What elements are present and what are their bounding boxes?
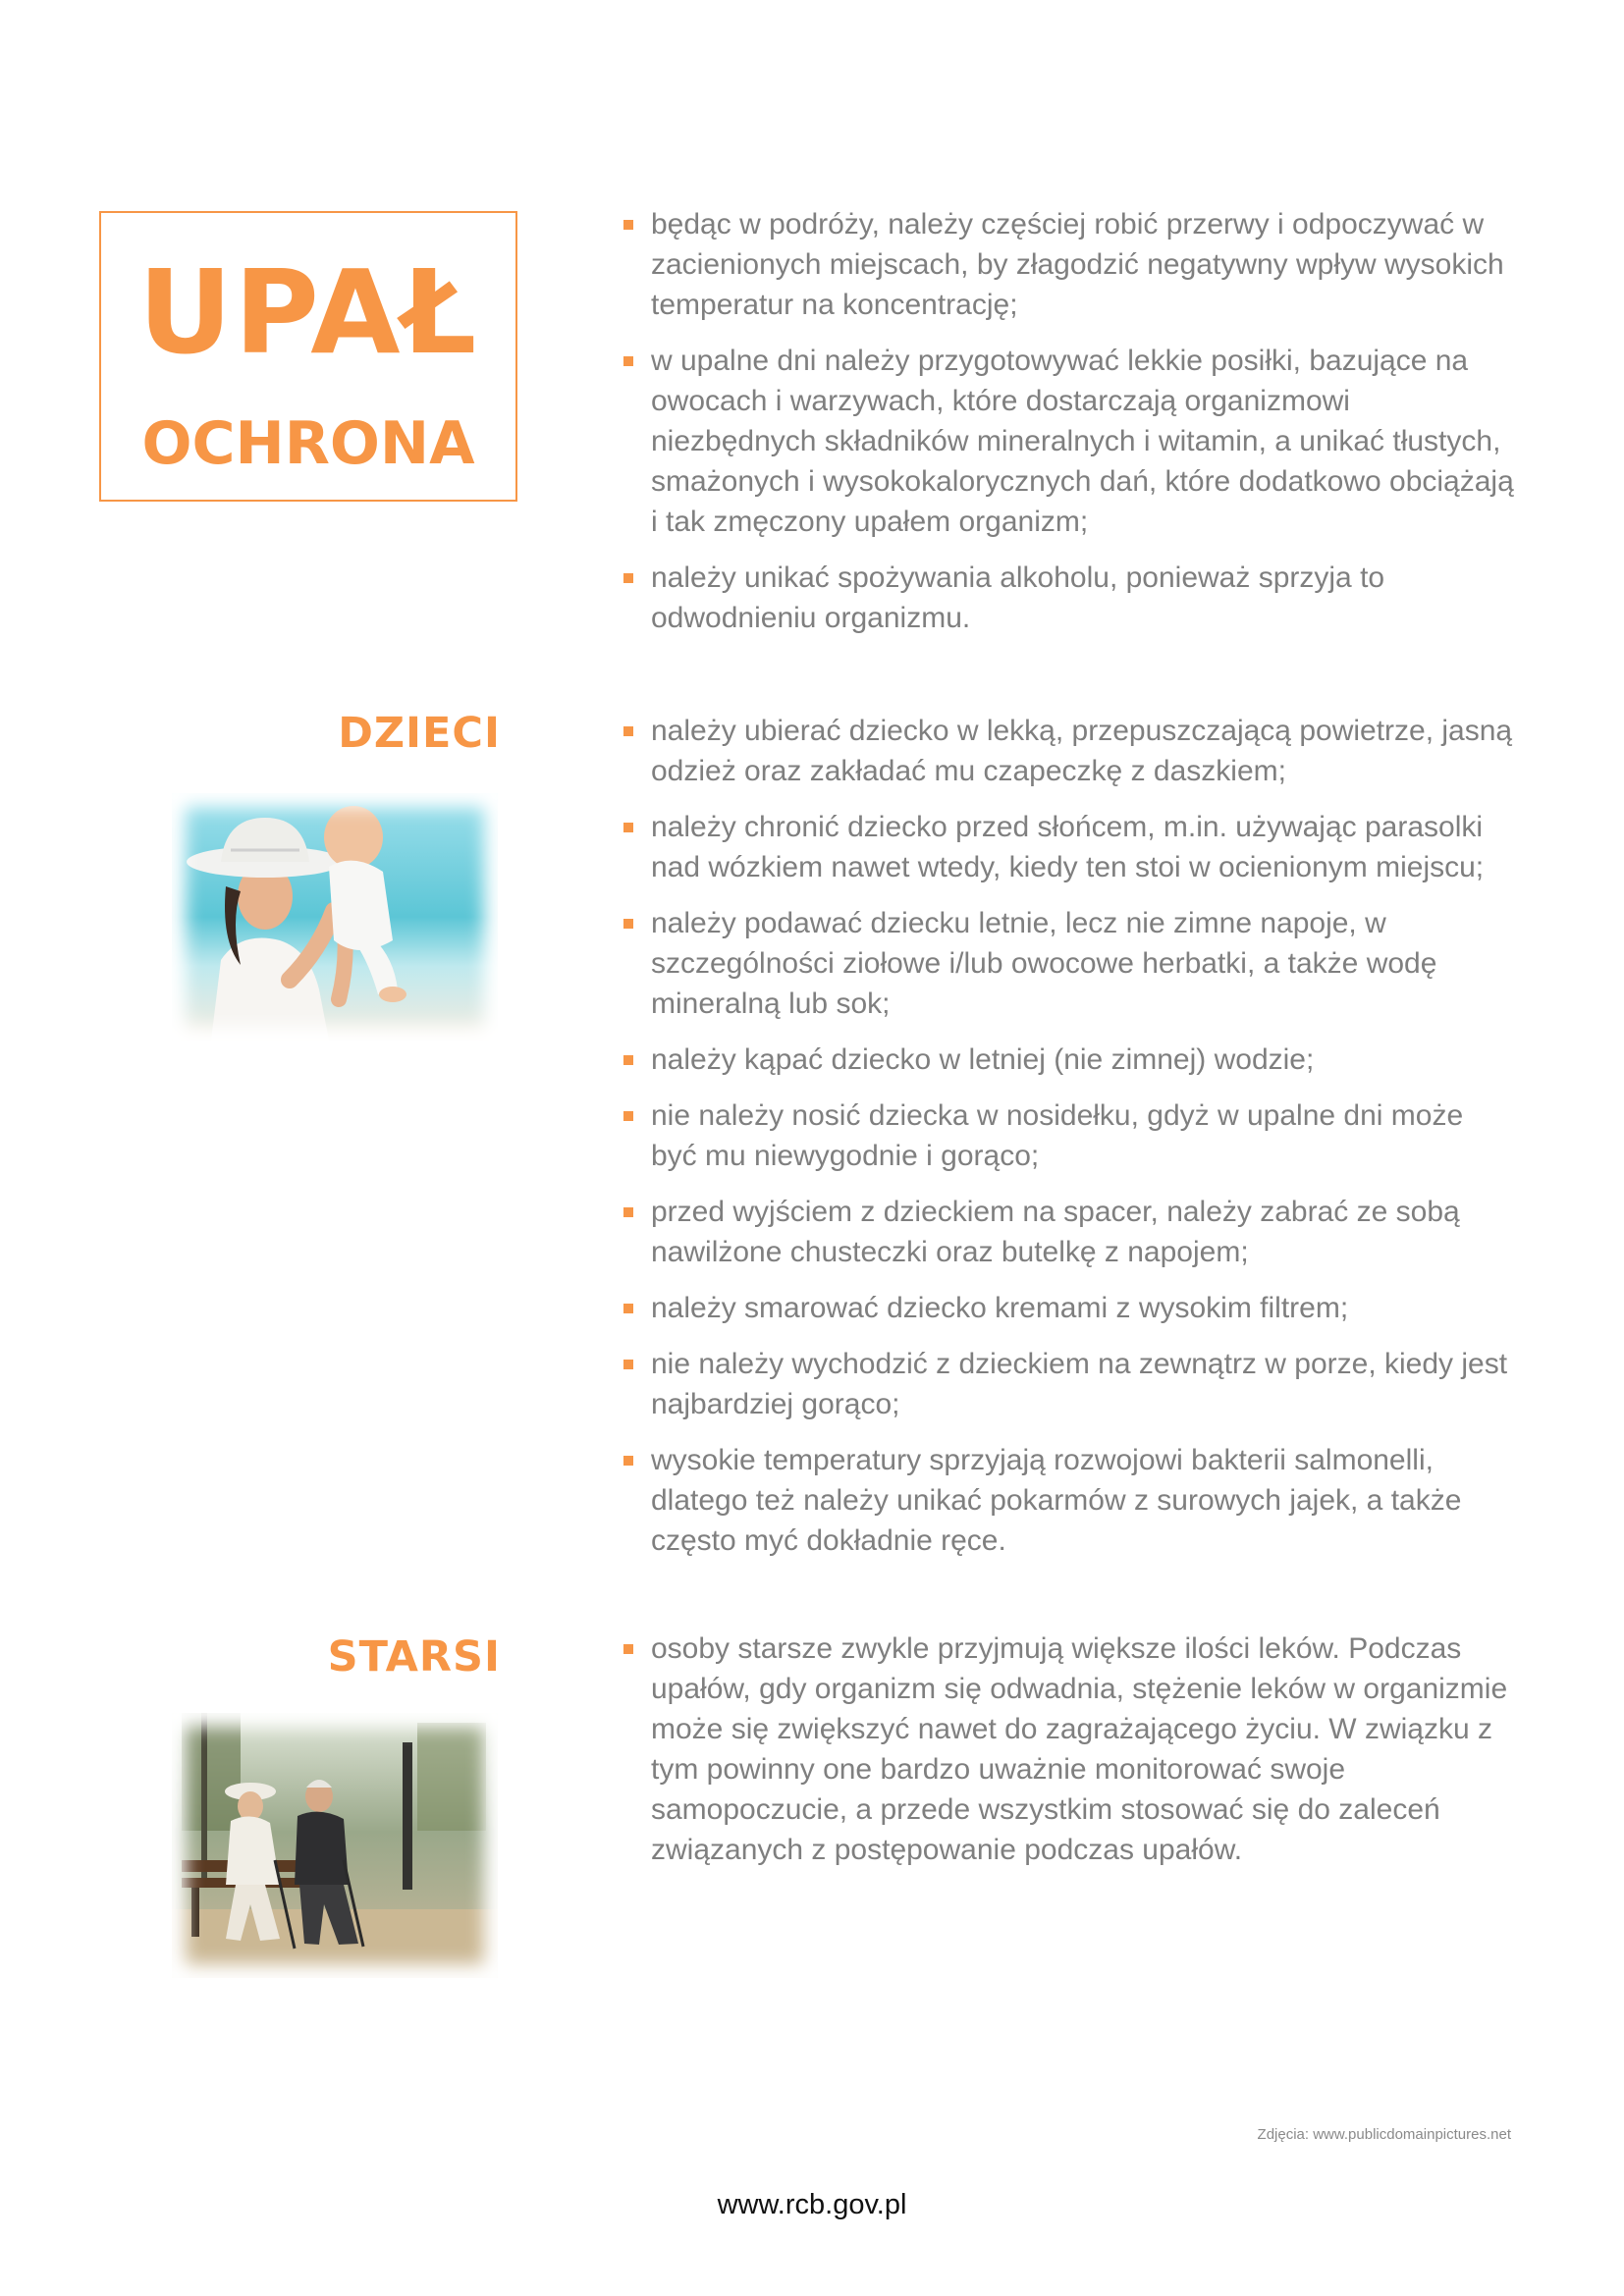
list-item: należy unikać spożywania alkoholu, ponieważ sprzyja to odwodnieniu organizmu. bbox=[622, 558, 1515, 638]
elderly-couple-image bbox=[172, 1713, 498, 1978]
section-heading-elderly: STARSI bbox=[327, 1632, 501, 1682]
list-item: wysokie temperatury sprzyjają rozwojowi bakterii salmonelli, dlatego też należy unikać pokarmów z surowych jajek, a także często myć dokładnie ręce. bbox=[622, 1440, 1515, 1561]
children-list bbox=[622, 711, 1515, 1576]
footer-url[interactable]: www.rcb.gov.pl bbox=[717, 2189, 907, 2220]
list-item: należy podawać dziecku letnie, lecz nie zimne napoje, w szczególności ziołowe i/lub owocowe herbatki, a także wodę mineralną lub sok; bbox=[622, 903, 1515, 1024]
list-item: przed wyjściem z dzieckiem na spacer, należy zabrać ze sobą nawilżone chusteczki oraz butelkę z napojem; bbox=[622, 1192, 1515, 1272]
list-item: będąc w podróży, należy częściej robić przerwy i odpoczywać w zacienionych miejscach, by złagodzić negatywny wpływ wysokich temperatur na koncentrację; bbox=[622, 204, 1515, 325]
mother-baby-photo bbox=[172, 793, 498, 1041]
mother-baby-image bbox=[172, 793, 498, 1041]
list-item: należy kąpać dziecko w letniej (nie zimnej) wodzie; bbox=[622, 1040, 1515, 1080]
elderly-list bbox=[622, 1629, 1515, 1886]
list-item: w upalne dni należy przygotowywać lekkie posiłki, bazujące na owocach i warzywach, które dostarczają organizmowi niezbędnych składników mineralnych i witamin, a unikać tłustych, smażonych i wysokokalorycznych dań, które dodatkowo obciążają i tak zmęczony upałem organizm; bbox=[622, 341, 1515, 542]
photo-credit: Zdjęcia: www.publicdomainpictures.net bbox=[1257, 2126, 1511, 2143]
list-item: nie należy nosić dziecka w nosidełku, gdyż w upalne dni może być mu niewygodnie i gorąco; bbox=[622, 1095, 1515, 1176]
list-item: należy chronić dziecko przed słońcem, m.in. używając parasolki nad wózkiem nawet wtedy, kiedy ten stoi w ocienionym miejscu; bbox=[622, 807, 1515, 887]
page-subtitle: OCHRONA bbox=[141, 409, 475, 478]
section-heading-children: DZIECI bbox=[338, 709, 501, 758]
list-item: nie należy wychodzić z dzieckiem na zewnątrz w porze, kiedy jest najbardziej gorąco; bbox=[622, 1344, 1515, 1424]
list-item: należy smarować dziecko kremami z wysokim filtrem; bbox=[622, 1288, 1515, 1328]
title-box bbox=[99, 211, 517, 502]
list-item: osoby starsze zwykle przyjmują większe ilości leków. Podczas upałów, gdy organizm się odwadnia, stężenie leków w organizmie może się zwiększyć nawet do zagrażającego życiu. W związku z tym powinny one bardzo uważnie monitorować swoje samopoczucie, a przede wszystkim stosować się do zaleceń związanych z postępowanie podczas upałów. bbox=[622, 1629, 1515, 1870]
elderly-couple-photo bbox=[172, 1713, 498, 1978]
general-list bbox=[622, 204, 1515, 654]
list-item: należy ubierać dziecko w lekką, przepuszczającą powietrze, jasną odzież oraz zakładać mu czapeczkę z daszkiem; bbox=[622, 711, 1515, 791]
page-title: UPAŁ bbox=[137, 244, 479, 380]
